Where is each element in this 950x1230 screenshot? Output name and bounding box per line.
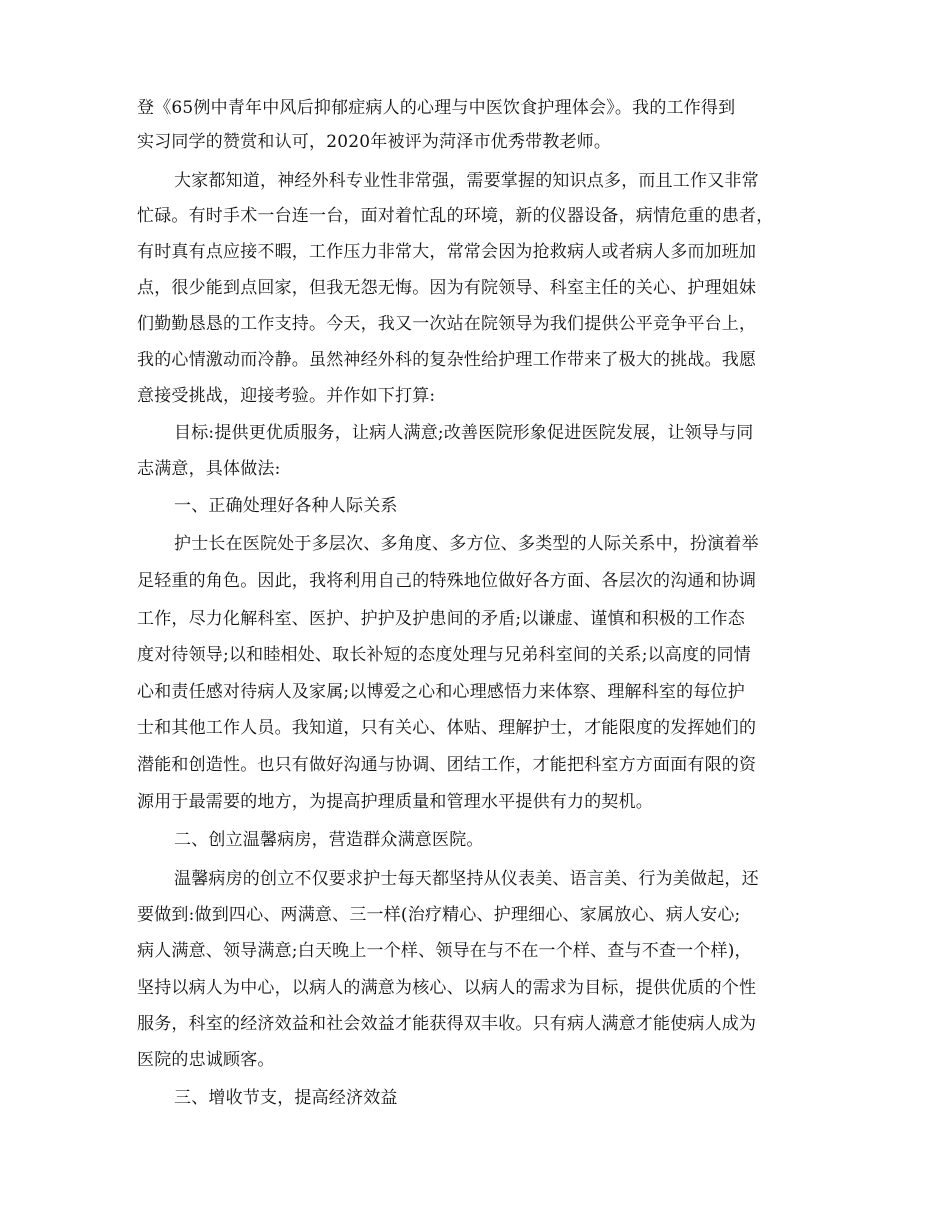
text-line: 工作，尽力化解科室、医护、护护及护患间的矛盾;以谦虚、谨慎和积极的工作态 [137, 609, 745, 629]
text-line: 点，很少能到点回家，但我无怨无悔。因为有院领导、科室主任的关心、护理姐妹 [137, 278, 757, 298]
text-line: 坚持以病人为中心，以病人的满意为核心、以病人的需求为目标，提供优质的个性 [137, 978, 757, 998]
section-heading: 二、创立温馨病房，营造群众满意医院。 [174, 830, 484, 850]
text-line: 忙碌。有时手术一台连一台，面对着忙乱的环境，新的仪器设备，病情危重的患者， [137, 206, 774, 226]
text-line: 服务，科室的经济效益和社会效益才能获得双丰收。只有病人满意才能使病人成为 [137, 1014, 757, 1034]
text-line: 医院的忠诚顾客。 [137, 1050, 275, 1070]
text-line: 大家都知道，神经外科专业性非常强，需要掌握的知识点多，而且工作又非常 [174, 171, 759, 191]
text-line: 护士长在医院处于多层次、多角度、多方位、多类型的人际关系中，扮演着举 [174, 534, 759, 554]
text-line: 度对待领导;以和睦相处、取长补短的态度处理与兄弟科室间的关系;以高度的同情 [137, 645, 751, 665]
text-line: 我的心情激动而冷静。虽然神经外科的复杂性给护理工作带来了极大的挑战。我愿 [137, 350, 757, 370]
text-line: 士和其他工作人员。我知道，只有关心、体贴、理解护士，才能限度的发挥她们的 [137, 718, 757, 738]
text-line: 志满意，具体做法: [137, 459, 281, 479]
text-line: 意接受挑战，迎接考验。并作如下打算: [137, 386, 436, 406]
text-line: 心和责任感对待病人及家属;以博爱之心和心理感悟力来体察、理解科室的每位护 [137, 682, 745, 702]
text-line: 实习同学的赞赏和认可，2020年被评为菏泽市优秀带教老师。 [137, 132, 612, 152]
text-line: 病人满意、领导满意;白天晚上一个样、领导在与不在一个样、查与不查一个样)， [137, 941, 752, 961]
text-line: 们勤勤恳恳的工作支持。今天，我又一次站在院领导为我们提供公平竞争平台上， [137, 314, 757, 334]
text-line: 源用于最需要的地方，为提高护理质量和管理水平提供有力的契机。 [137, 792, 653, 812]
text-line: 登《65例中青年中风后抑郁症病人的心理与中医饮食护理体会》。我的工作得到 [137, 98, 736, 118]
text-line: 潜能和创造性。也只有做好沟通与协调、团结工作，才能把科室方方面面有限的资 [137, 755, 757, 775]
section-heading: 一、正确处理好各种人际关系 [174, 496, 398, 516]
text-line: 足轻重的角色。因此，我将利用自己的特殊地位做好各方面、各层次的沟通和协调 [137, 571, 757, 591]
text-line: 要做到:做到四心、两满意、三一样(治疗精心、护理细心、家属放心、病人安心; [137, 905, 741, 925]
section-heading: 三、增收节支，提高经济效益 [174, 1088, 398, 1108]
text-line: 目标:提供更优质服务，让病人满意;改善医院形象促进医院发展，让领导与同 [174, 423, 754, 443]
text-line: 有时真有点应接不暇，工作压力非常大，常常会因为抢救病人或者病人多而加班加 [137, 242, 757, 262]
text-line: 温馨病房的创立不仅要求护士每天都坚持从仪表美、语言美、行为美做起，还 [174, 869, 759, 889]
